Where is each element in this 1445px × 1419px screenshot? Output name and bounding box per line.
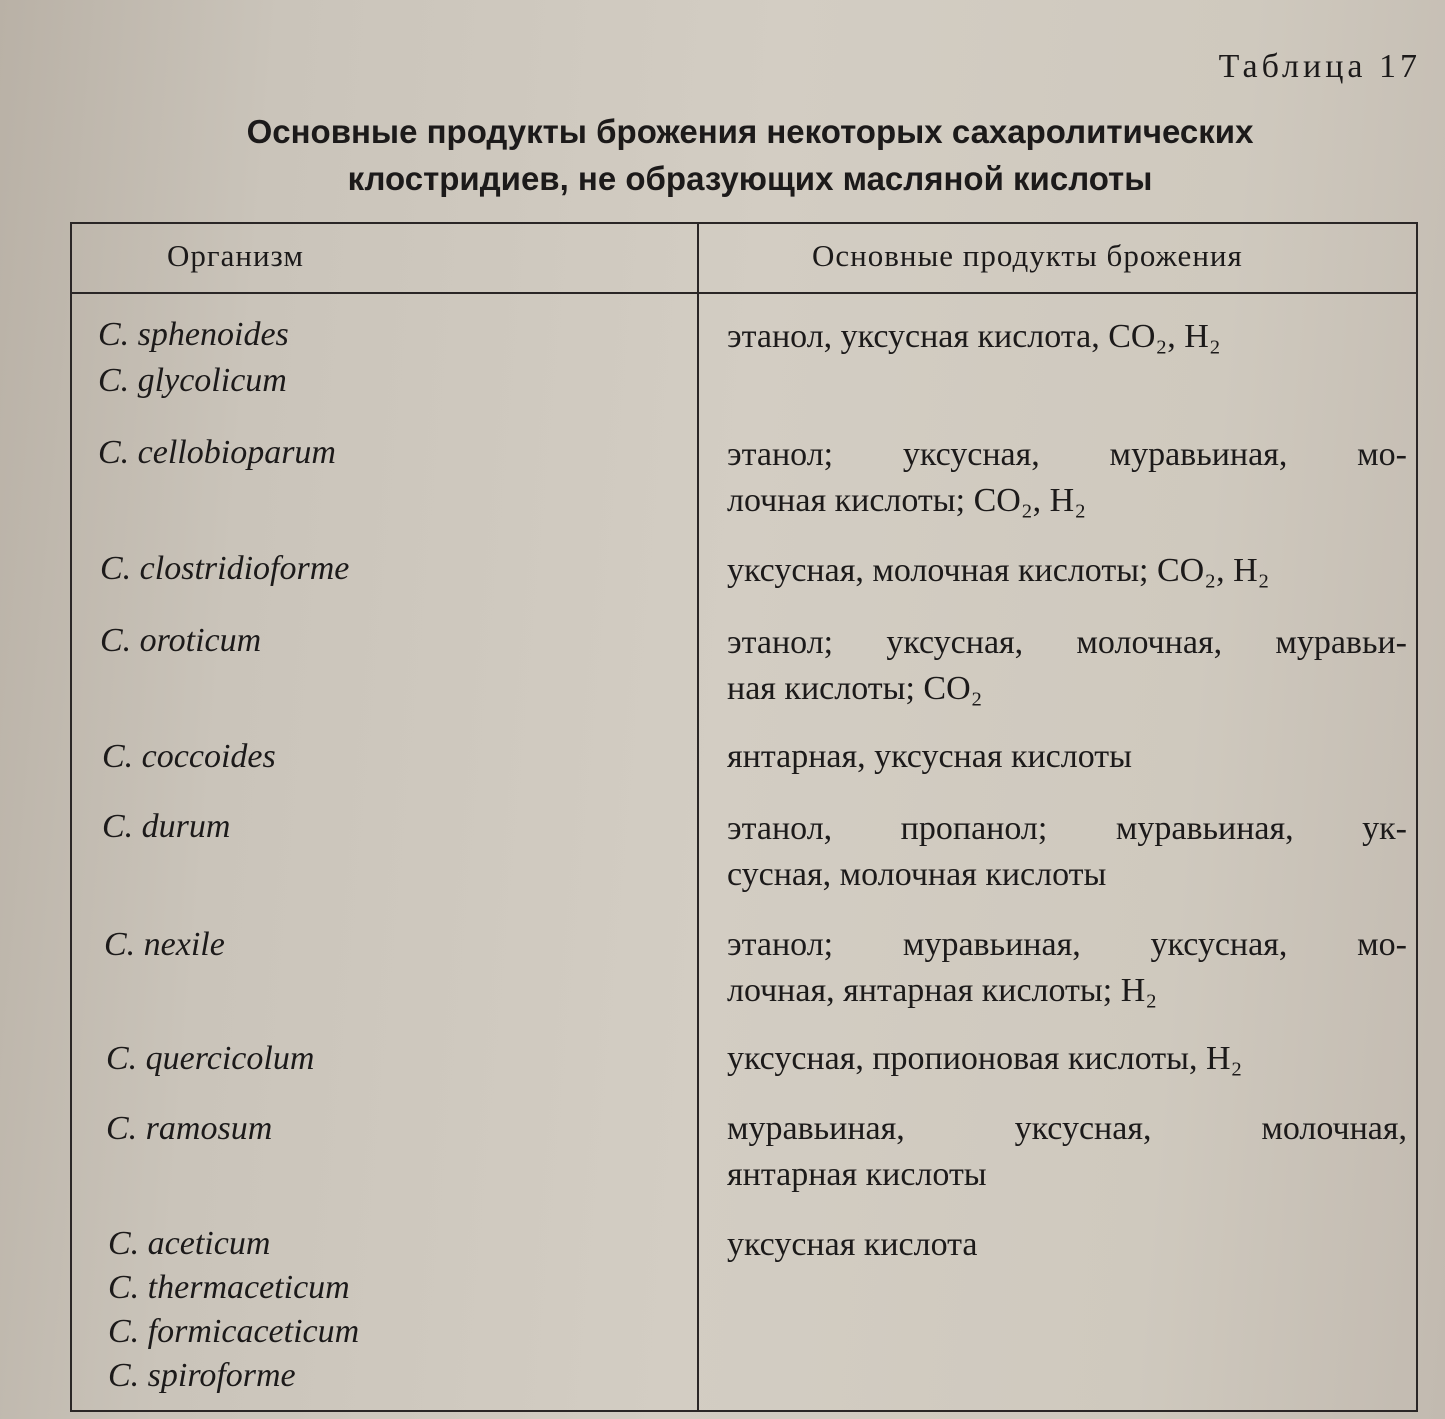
products-cell [727, 1036, 1407, 1082]
products-cell [727, 1222, 1407, 1268]
products-line: ная кислоты; CO₂ [727, 670, 983, 707]
organism-name: C. formicaceticum [108, 1313, 360, 1350]
header-organism: Организм [167, 238, 304, 273]
products-line: янтарная кислоты [727, 1156, 987, 1193]
organism-name: C. thermaceticum [108, 1269, 350, 1306]
organism-cell [102, 804, 230, 850]
column-divider [697, 224, 699, 1410]
products-cell [727, 620, 1407, 712]
products-cell [727, 1106, 1407, 1198]
products-line: этанол; уксусная, молочная, муравьи- [727, 624, 1407, 661]
products-cell [727, 922, 1407, 1014]
organism-name: C. clostridioforme [100, 550, 350, 587]
organism-name: C. glycolicum [98, 362, 287, 399]
title-line-2: клостридиев, не образующих масляной кислоты [347, 160, 1153, 197]
organism-name: C. coccoides [102, 738, 276, 775]
title-line-1: Основные продукты брожения некоторых сахаролитических [246, 113, 1254, 150]
organism-name: C. durum [102, 808, 231, 845]
organism-name: C. oroticum [100, 622, 262, 659]
products-line: сусная, молочная кислоты [727, 856, 1107, 893]
table-title [130, 108, 1370, 202]
organism-name: C. cellobioparum [98, 434, 336, 471]
organism-name: C. aceticum [108, 1225, 271, 1262]
products-line: лочная, янтарная кислоты; H₂ [727, 972, 1158, 1009]
organism-cell [100, 618, 261, 664]
products-line: уксусная кислота [727, 1226, 978, 1263]
organism-cell [108, 1222, 359, 1398]
data-table [70, 222, 1418, 1412]
organism-name: C. spiroforme [108, 1357, 296, 1394]
organism-name: C. quercicolum [106, 1040, 315, 1077]
products-cell [727, 548, 1407, 594]
organism-cell [106, 1106, 272, 1152]
organism-cell [104, 922, 225, 968]
organism-cell [100, 546, 349, 592]
products-line: лочная кислоты; CO₂, H₂ [727, 482, 1087, 519]
products-cell [727, 314, 1407, 360]
organism-cell [106, 1036, 314, 1082]
organism-name: C. nexile [104, 926, 225, 963]
table-header [72, 224, 1416, 294]
products-line: уксусная, пропионовая кислоты, H₂ [727, 1040, 1243, 1077]
organism-cell [98, 430, 336, 476]
products-line: этанол; уксусная, муравьиная, мо- [727, 436, 1407, 473]
products-line: муравьиная, уксусная, молочная, [727, 1110, 1407, 1147]
organism-name: C. sphenoides [98, 316, 289, 353]
organism-name: C. ramosum [106, 1110, 273, 1147]
products-cell [727, 806, 1407, 898]
table-number: Таблица 17 [1218, 48, 1421, 85]
products-line: этанол, пропанол; муравьиная, ук- [727, 810, 1407, 847]
products-line: уксусная, молочная кислоты; CO₂, H₂ [727, 552, 1270, 589]
products-cell [727, 432, 1407, 524]
organism-cell [102, 734, 276, 780]
organism-cell [98, 312, 289, 404]
products-line: этанол, уксусная кислота, CO₂, H₂ [727, 318, 1221, 355]
products-line: этанол; муравьиная, уксусная, мо- [727, 926, 1407, 963]
header-products: Основные продукты брожения [812, 238, 1243, 273]
products-line: янтарная, уксусная кислоты [727, 738, 1132, 775]
products-cell [727, 734, 1407, 780]
